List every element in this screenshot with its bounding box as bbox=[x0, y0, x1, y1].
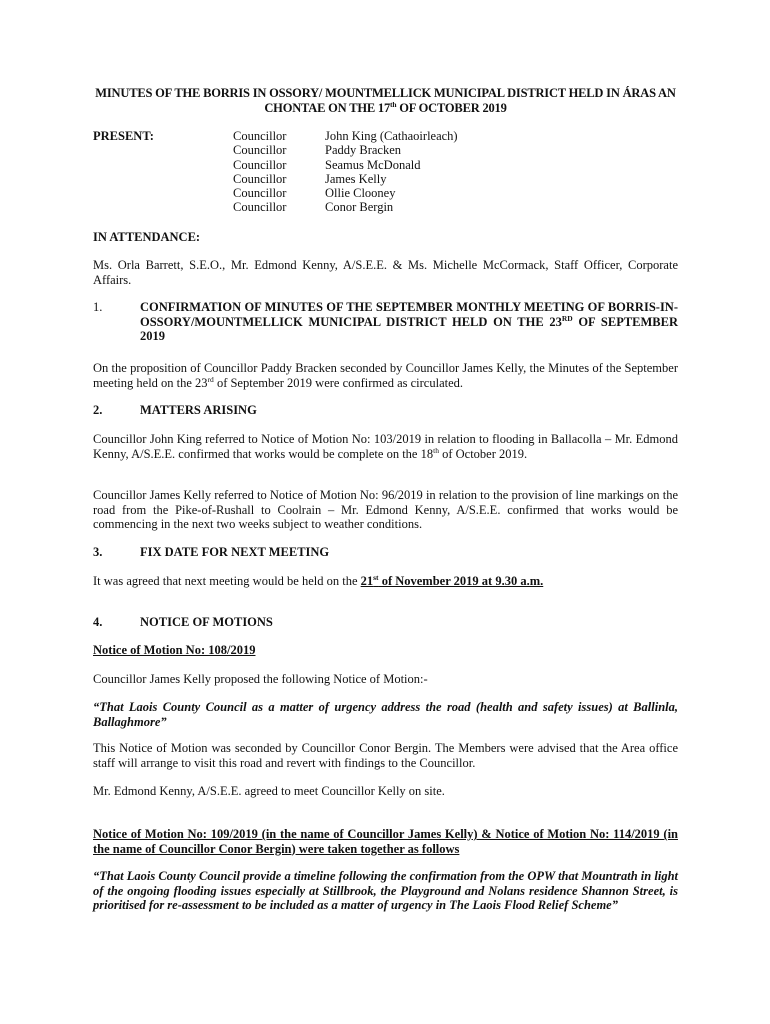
motion-108-proposed: Councillor James Kelly proposed the following Notice of Motion:- bbox=[93, 672, 428, 686]
present-member-name: John King (Cathaoirleach) bbox=[325, 129, 458, 143]
item-1-body-main: On the proposition of Councillor Paddy Bracken seconded by Councillor James Kelly, the Minutes of the September meeting held on the 23 bbox=[93, 361, 678, 390]
title-line-2-end: OF OCTOBER 2019 bbox=[396, 101, 507, 115]
present-member-role: Councillor bbox=[233, 157, 287, 172]
present-member-role: Councillor bbox=[233, 171, 287, 186]
present-member-name: James Kelly bbox=[325, 171, 387, 186]
present-member-row bbox=[233, 200, 458, 214]
item-3-number: 3. bbox=[93, 545, 103, 559]
item-3-body bbox=[93, 574, 678, 589]
item-1-number: 1. bbox=[93, 300, 103, 314]
motion-108-title: Notice of Motion No: 108/2019 bbox=[93, 643, 256, 657]
item-1-body bbox=[93, 361, 678, 390]
attendance-text: Ms. Orla Barrett, S.E.O., Mr. Edmond Kenny, A/S.E.E. & Ms. Michelle McCormack, Staff Officer, Corporate Affairs. bbox=[93, 258, 678, 287]
present-label: PRESENT: bbox=[93, 129, 154, 143]
next-meeting-date bbox=[361, 574, 544, 588]
present-member-row bbox=[233, 129, 458, 143]
title-line-2-text: CHONTAE ON THE 17 bbox=[264, 101, 391, 115]
item-1-heading-sup: RD bbox=[561, 313, 573, 323]
present-member-row bbox=[233, 186, 458, 200]
item-2-heading bbox=[93, 403, 678, 418]
present-member-role: Councillor bbox=[233, 186, 287, 201]
motion-109-114-title: Notice of Motion No: 109/2019 (in the name of Councillor James Kelly) & Notice of Motion No: 114/2019 (in the name of Councillor Conor Bergin) were taken together as follows bbox=[93, 827, 678, 856]
present-member-name: Seamus McDonald bbox=[325, 157, 421, 172]
item-2-paragraph-1-main: Councillor John King referred to Notice of Motion No: 103/2019 in relation to flooding in Ballacolla – Mr. Edmond Kenny, A/S.E.E. confirmed that works would be complete on the 18 bbox=[93, 432, 678, 461]
item-1-heading-main: CONFIRMATION OF MINUTES OF THE SEPTEMBER MONTHLY MEETING OF BORRIS-IN-OSSORY/MOUNTMELLICK MUNICIPAL DISTRICT HELD ON THE 23 bbox=[140, 300, 678, 329]
next-meeting-date-rest: of November 2019 at 9.30 a.m. bbox=[378, 574, 544, 588]
present-member-role: Councillor bbox=[233, 200, 287, 215]
motion-108-agreed: Mr. Edmond Kenny, A/S.E.E. agreed to meet Councillor Kelly on site. bbox=[93, 784, 445, 798]
motion-108-quote: “That Laois County Council as a matter of urgency address the road (health and safety issues) at Ballinla, Ballaghmore” bbox=[93, 700, 678, 729]
item-1-body-sup: rd bbox=[207, 374, 214, 384]
present-member-row bbox=[233, 172, 458, 186]
next-meeting-date-sup: st bbox=[373, 572, 379, 582]
present-member-name: Conor Bergin bbox=[325, 200, 394, 215]
item-3-heading bbox=[93, 545, 678, 560]
present-member-role: Councillor bbox=[233, 129, 287, 143]
attendance-label: IN ATTENDANCE: bbox=[93, 230, 201, 244]
item-2-paragraph-1-end: of October 2019. bbox=[438, 446, 528, 461]
title-line-2-sup: th bbox=[390, 99, 397, 109]
present-member-role: Councillor bbox=[233, 143, 287, 158]
motion-109-114-quote: “That Laois County Council provide a timeline following the confirmation from the OPW that Mountrath in light of the ongoing flooding issues especially at Stillbrook, the Playground and Nolans residence Shannon Street, is prioritised for re-assessment to be included as a matter of urgency in The Laois Flood Relief Scheme” bbox=[93, 869, 678, 912]
item-2-heading-text: MATTERS ARISING bbox=[140, 403, 257, 417]
item-1-heading-end: OF SEPTEMBER 2019 bbox=[140, 314, 678, 343]
item-1-body-end: of September 2019 were confirmed as circulated. bbox=[213, 375, 464, 390]
item-3-body-text: It was agreed that next meeting would be held on the bbox=[93, 574, 361, 588]
item-3-heading-text: FIX DATE FOR NEXT MEETING bbox=[140, 545, 330, 559]
item-4-number: 4. bbox=[93, 615, 103, 629]
present-member-row bbox=[233, 158, 458, 172]
title-line-1: MINUTES OF THE BORRIS IN OSSORY/ MOUNTMELLICK MUNICIPAL DISTRICT HELD IN ÁRAS AN bbox=[95, 86, 676, 100]
present-list bbox=[233, 129, 458, 215]
item-2-number: 2. bbox=[93, 403, 103, 417]
present-member-name: Ollie Clooney bbox=[325, 186, 396, 201]
present-section bbox=[93, 129, 678, 215]
present-member-row bbox=[233, 143, 458, 157]
item-2-paragraph-1-sup: th bbox=[433, 445, 439, 455]
item-2-paragraph-1 bbox=[93, 432, 678, 461]
item-1-heading bbox=[93, 300, 678, 344]
item-4-heading-text: NOTICE OF MOTIONS bbox=[140, 615, 273, 629]
document-title bbox=[93, 86, 678, 116]
next-meeting-date-day: 21 bbox=[360, 574, 374, 588]
item-2-paragraph-2: Councillor James Kelly referred to Notice of Motion No: 96/2019 in relation to the provision of line markings on the road from the Pike-of-Rushall to Coolrain – Mr. Edmond Kenny, A/S.E.E. confirmed that works would be commencing in the next two weeks subject to weather conditions. bbox=[93, 488, 678, 531]
motion-108-seconded: This Notice of Motion was seconded by Councillor Conor Bergin. The Members were advised that the Area office staff will arrange to visit this road and revert with findings to the Councillor. bbox=[93, 741, 678, 770]
item-4-heading bbox=[93, 615, 678, 630]
item-1-heading-text bbox=[140, 300, 678, 344]
title-line-2 bbox=[93, 101, 678, 116]
present-member-name: Paddy Bracken bbox=[325, 143, 402, 158]
